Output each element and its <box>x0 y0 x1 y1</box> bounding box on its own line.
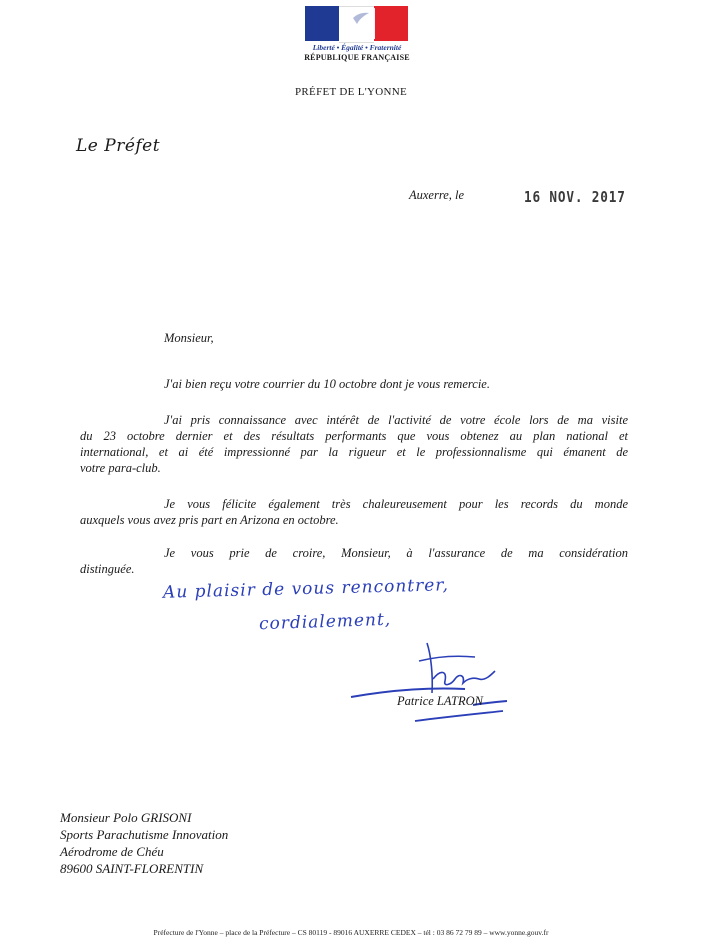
paragraph-2 <box>80 412 628 476</box>
republique-francaise: RÉPUBLIQUE FRANÇAISE <box>304 53 410 62</box>
address-line: Aérodrome de Chéu <box>60 844 164 859</box>
flag-blue-band <box>305 6 339 41</box>
paragraph-line: Je vous prie de croire, Monsieur, à l'assurance de ma considération <box>164 546 628 560</box>
handwritten-note-line: Au plaisir de vous rencontrer, <box>162 575 450 603</box>
paragraph-line: auxquels vous avez pris part en Arizona en octobre. <box>80 513 339 527</box>
handwritten-signature <box>345 635 525 730</box>
recipient-address <box>60 809 228 877</box>
address-line: 89600 SAINT-FLORENTIN <box>60 861 204 876</box>
prefecture-header: PRÉFET DE L'YONNE <box>295 86 407 98</box>
date-city: Auxerre, le <box>409 188 465 202</box>
paragraph-3 <box>80 496 628 528</box>
paragraph-line: votre para-club. <box>80 461 161 475</box>
marianne-profile-icon <box>335 6 380 41</box>
paragraph-line: du 23 octobre dernier et des résultats performants que vous obtenez au plan national et <box>80 429 628 443</box>
paragraph-4 <box>80 545 628 577</box>
salutation: Monsieur, <box>164 331 214 345</box>
footer-contact: Préfecture de l'Yonne – place de la Préfecture – CS 80119 - 89016 AUXERRE CEDEX – tél : 03 86 72 79 89 – www.yonne.gouv.fr <box>153 928 549 937</box>
paragraph-line: distinguée. <box>80 562 135 576</box>
republic-motto: Liberté • Égalité • Fraternité <box>312 43 402 52</box>
handwritten-note-line: cordialement, <box>258 609 392 635</box>
paragraph-line: J'ai bien reçu votre courrier du 10 octobre dont je vous remercie. <box>164 377 490 391</box>
address-line: Sports Parachutisme Innovation <box>60 827 229 842</box>
signer-name: Patrice LATRON <box>397 694 483 708</box>
paragraph-line: J'ai pris connaissance avec intérêt de l'activité de votre école lors de ma visite <box>164 413 628 427</box>
date-stamp: 16 NOV. 2017 <box>524 188 626 206</box>
address-line: Monsieur Polo GRISONI <box>60 810 192 825</box>
le-prefet-mark: Le Préfet <box>76 136 161 156</box>
paragraph-1 <box>80 376 628 392</box>
paragraph-line: international, et ai été impressionné par la rigueur et le professionnalisme qui émanent de <box>80 445 628 459</box>
marianne-logo <box>305 6 408 41</box>
paragraph-line: Je vous félicite également très chaleureusement pour les records du monde <box>164 497 628 511</box>
